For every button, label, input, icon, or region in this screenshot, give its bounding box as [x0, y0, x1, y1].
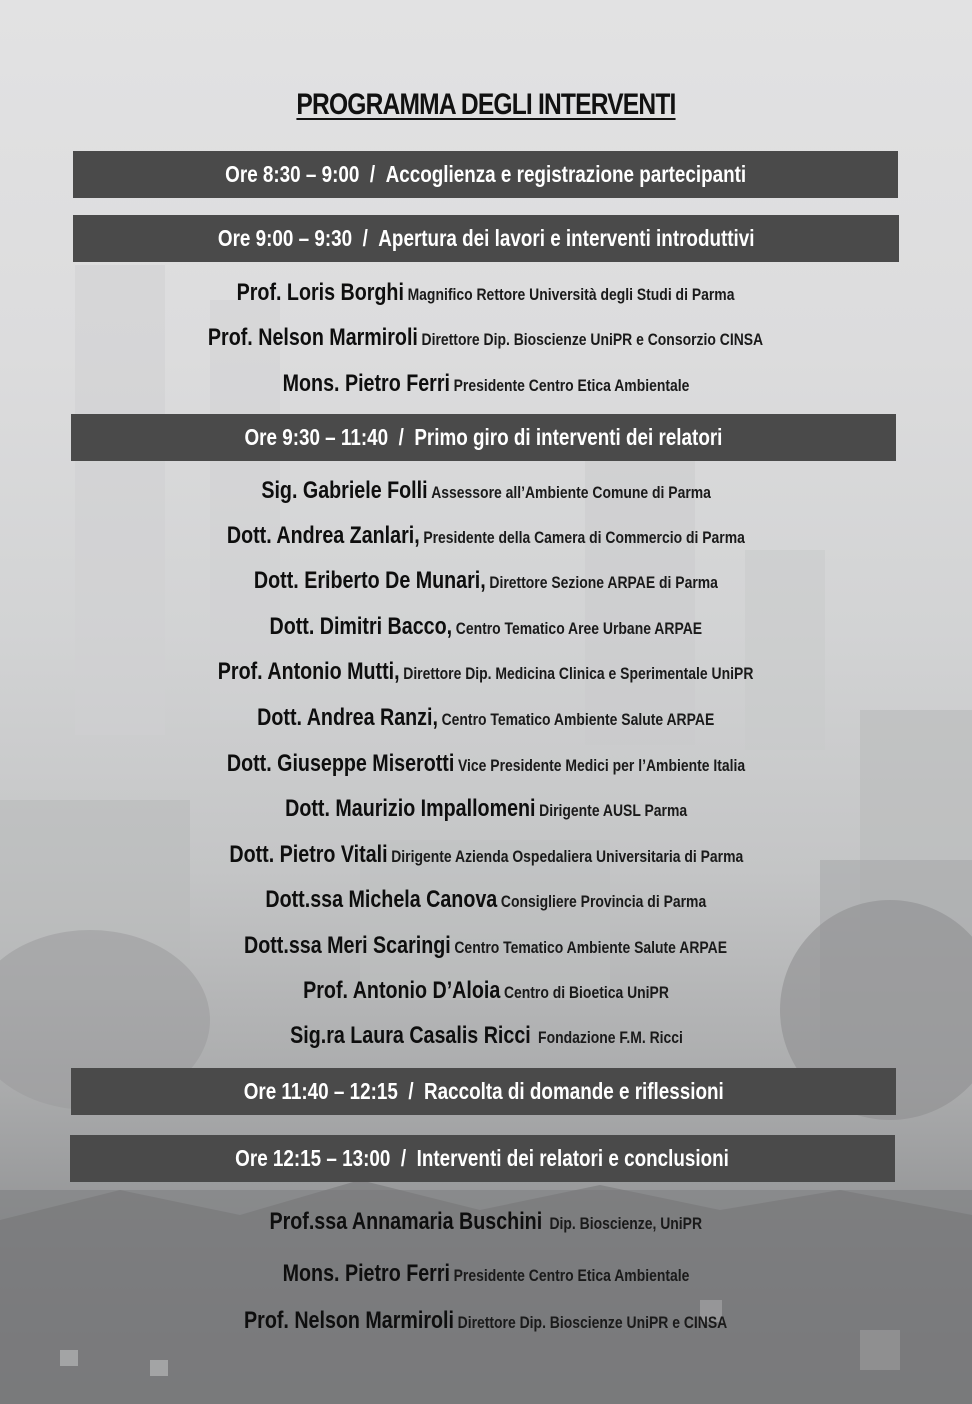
speaker-role: Direttore Sezione ARPAE di Parma [489, 573, 718, 592]
speaker-line [0, 750, 972, 778]
speaker-role: Centro Tematico Ambiente Salute ARPAE [441, 710, 715, 729]
speaker-line [0, 658, 972, 686]
speaker-role: Direttore Dip. Bioscienze UniPR e Consorzio CINSA [422, 330, 764, 349]
speaker-role: Dirigente Azienda Ospedaliera Universitaria di Parma [390, 847, 743, 866]
session-time: Ore 9:00 – 9:30 [217, 225, 352, 251]
speaker-name: Prof. Loris Borghi [237, 279, 405, 306]
speaker-name: Sig. Gabriele Folli [261, 477, 428, 504]
session-time: Ore 8:30 – 9:00 [225, 161, 360, 187]
speaker-line [0, 932, 972, 960]
speaker-line [0, 1208, 972, 1236]
speaker-name: Dott. Pietro Vitali [229, 841, 388, 868]
speaker-line [0, 567, 972, 595]
speaker-role: Centro Tematico Aree Urbane ARPAE [455, 619, 703, 638]
speaker-line [0, 522, 972, 550]
speaker-role: Consigliere Provincia di Parma [501, 892, 707, 911]
speaker-role: Direttore Dip. Bioscienze UniPR e CINSA [458, 1313, 728, 1332]
speaker-name: Prof.ssa Annamaria Buschini [269, 1208, 543, 1235]
speaker-name: Mons. Pietro Ferri [282, 370, 450, 397]
speaker-name: Sig.ra Laura Casalis Ricci [289, 1022, 531, 1049]
speaker-line [0, 477, 972, 505]
speaker-name: Dott. Andrea Ranzi, [257, 704, 439, 731]
session-bar: Ore 12:15 – 13:00 / Interventi dei relatori e conclusioni [70, 1135, 895, 1182]
speaker-line [0, 613, 972, 641]
session-time: Ore 12:15 – 13:00 [235, 1145, 391, 1171]
speaker-role: Fondazione F.M. Ricci [537, 1028, 683, 1047]
speaker-name: Prof. Antonio D’Aloia [303, 977, 501, 1004]
speaker-name: Prof. Nelson Marmiroli [208, 324, 419, 351]
session-topic: Apertura dei lavori e interventi introduttivi [378, 225, 755, 251]
speaker-role: Presidente della Camera di Commercio di Parma [423, 528, 745, 547]
session-time: Ore 11:40 – 12:15 [243, 1078, 398, 1104]
speaker-name: Dott. Andrea Zanlari, [226, 522, 420, 549]
speaker-name: Prof. Antonio Mutti, [218, 658, 401, 685]
speaker-line [0, 1022, 972, 1050]
speaker-line [0, 324, 972, 352]
session-topic: Primo giro di interventi dei relatori [414, 424, 723, 450]
speaker-role: Magnifico Rettore Università degli Studi di Parma [408, 285, 735, 304]
speaker-name: Dott. Dimitri Bacco, [269, 613, 453, 640]
session-bar: Ore 9:30 – 11:40 / Primo giro di interventi dei relatori [71, 414, 896, 461]
speaker-line [0, 795, 972, 823]
speaker-line [0, 370, 972, 398]
speaker-line [0, 279, 972, 307]
speaker-name: Prof. Nelson Marmiroli [244, 1307, 455, 1334]
speaker-role: Vice Presidente Medici per l’Ambiente Italia [457, 756, 746, 775]
speaker-role: Dirigente AUSL Parma [539, 801, 688, 820]
speaker-role: Presidente Centro Etica Ambientale [453, 1266, 690, 1285]
speaker-role: Centro di Bioetica UniPR [503, 983, 669, 1002]
session-topic: Accoglienza e registrazione partecipanti [385, 161, 746, 187]
session-time: Ore 9:30 – 11:40 [244, 424, 389, 450]
speaker-name: Dott.ssa Meri Scaringi [244, 932, 452, 959]
speaker-name: Mons. Pietro Ferri [282, 1260, 450, 1287]
speaker-line [0, 841, 972, 869]
speaker-line [0, 886, 972, 914]
speaker-name: Dott. Eriberto De Munari, [254, 567, 486, 594]
speaker-line [0, 977, 972, 1005]
speaker-line [0, 704, 972, 732]
speaker-name: Dott.ssa Michela Canova [265, 886, 498, 913]
speaker-role: Centro Tematico Ambiente Salute ARPAE [454, 938, 728, 957]
speaker-line [0, 1260, 972, 1288]
page-title: PROGRAMMA DEGLI INTERVENTI [296, 88, 676, 121]
speaker-role: Dip. Bioscienze, UniPR [549, 1214, 703, 1233]
session-bar: Ore 9:00 – 9:30 / Apertura dei lavori e interventi introduttivi [73, 215, 899, 262]
speaker-role: Presidente Centro Etica Ambientale [453, 376, 690, 395]
speaker-role: Direttore Dip. Medicina Clinica e Sperimentale UniPR [403, 664, 754, 683]
speaker-name: Dott. Maurizio Impallomeni [284, 795, 536, 822]
session-topic: Raccolta di domande e riflessioni [423, 1078, 724, 1104]
session-topic: Interventi dei relatori e conclusioni [417, 1145, 730, 1171]
speaker-name: Dott. Giuseppe Miserotti [226, 750, 455, 777]
session-bar: Ore 11:40 – 12:15 / Raccolta di domande e riflessioni [71, 1068, 896, 1115]
session-bar: Ore 8:30 – 9:00 / Accoglienza e registrazione partecipanti [73, 151, 898, 198]
speaker-role: Assessore all’Ambiente Comune di Parma [431, 483, 711, 502]
speaker-line [0, 1307, 972, 1335]
